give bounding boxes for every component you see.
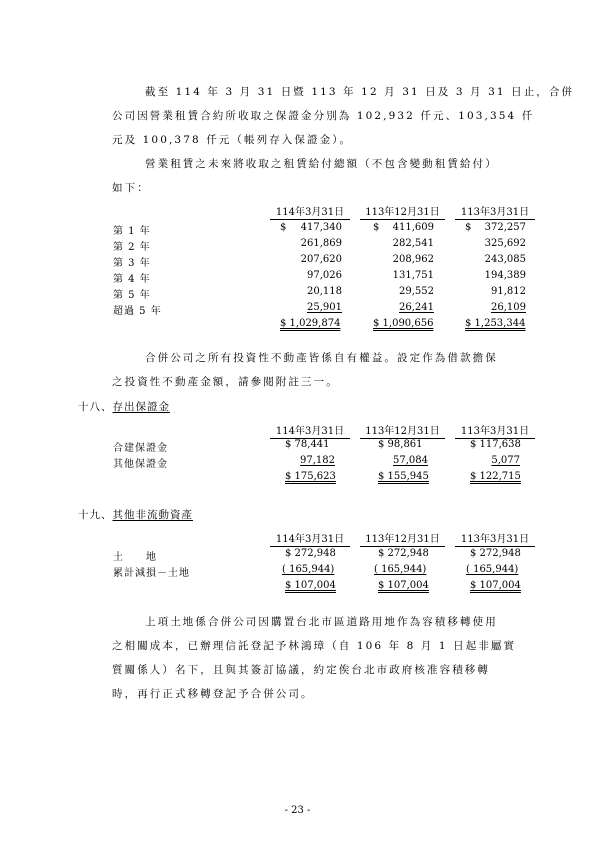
section19-cell-underlined [374, 564, 426, 575]
intro-line-5: 如下： [112, 182, 150, 194]
lease-row-label: 第 2 年 [113, 242, 151, 253]
section18-number: 十八、 [78, 401, 113, 413]
section18-header-col2: 113年12月31日 [360, 422, 445, 439]
section18-row-label: 合建保證金 [113, 443, 168, 454]
lease-cell: 282,541 [392, 238, 434, 249]
section19-header-col2: 113年12月31日 [360, 530, 445, 547]
lease-cell: 372,257 [484, 222, 526, 233]
intro-line-2: 公司因營業租賃合約所收取之保證金分別為 102,932 仟元、103,354 仟 [112, 110, 535, 122]
section18-cell: $ 78,441 [285, 439, 330, 450]
section19-number: 十九、 [78, 509, 113, 521]
lease-row-label: 第 5 年 [113, 290, 151, 301]
lease-total-value: $ 1,029,874 [280, 318, 341, 329]
lease-cell: 208,962 [392, 254, 434, 265]
section19-cell: $ 272,948 [470, 548, 521, 559]
lease-header-col2: 113年12月31日 [360, 203, 445, 220]
section19-heading [78, 507, 193, 522]
intro-line-3: 元及 100,378 仟元（帳列存入保證金）。 [112, 134, 353, 146]
currency-symbol: $ [280, 222, 287, 233]
lease-cell: 29,552 [399, 286, 434, 297]
section18-header-col1: 114年3月31日 [270, 422, 350, 439]
land-note-line-3: 質關係人）名下，且與其簽訂協議，約定俟台北市政府核准容積移轉 [112, 664, 490, 676]
section18-cell: $ 98,861 [378, 439, 423, 450]
lease-cell: 91,812 [491, 286, 526, 297]
lease-total-value: $ 1,253,344 [465, 318, 526, 329]
section18-cell-underlined [470, 455, 520, 466]
lease-cell-value: 26,241 [399, 302, 434, 313]
section18-heading [78, 399, 170, 414]
section19-total-value: $ 107,004 [285, 580, 336, 591]
lease-cell: 417,340 [300, 222, 342, 233]
section19-total [285, 580, 336, 591]
section19-row-label: 累計減損－土地 [113, 568, 190, 579]
section19-row-label: 土 地 [113, 552, 157, 563]
section18-total [470, 471, 521, 482]
section18-cell-value: 97,182 [300, 455, 335, 466]
lease-cell: 261,869 [300, 238, 342, 249]
lease-cell-underlined [465, 302, 526, 313]
lease-cell: 207,620 [300, 254, 342, 265]
section19-title: 其他非流動資產 [112, 509, 193, 521]
land-note-line-2: 之相關成本，已辦理信託登記予林鴻璋（自 106 年 8 月 1 日起非屬實 [112, 640, 517, 652]
intro-line-4: 營業租賃之未來將收取之租賃給付總額（不包含變動租賃給付） [145, 158, 498, 170]
section19-cell: $ 272,948 [378, 548, 429, 559]
section18-cell-underlined [378, 455, 428, 466]
section18-cell-value: 57,084 [393, 455, 428, 466]
page-number: - 23 - [284, 805, 311, 816]
section19-cell-value: ( 165,944) [282, 564, 335, 575]
land-note-line-1: 上項土地係合併公司因購置台北市區道路用地作為容積移轉使用 [145, 616, 498, 628]
lease-total [373, 318, 434, 329]
land-note-line-4: 時，再行正式移轉登記予合併公司。 [112, 688, 314, 700]
section18-header-col3: 113年3月31日 [455, 422, 535, 439]
section18-cell-underlined [285, 455, 335, 466]
section19-total [378, 580, 429, 591]
section18-cell: $ 117,638 [470, 439, 521, 450]
currency-symbol: $ [465, 222, 472, 233]
investment-note-line-1: 合併公司之所有投資性不動產皆係自有權益。設定作為借款擔保 [145, 352, 498, 364]
section18-total-value: $ 122,715 [470, 471, 521, 482]
lease-row-label: 超過 5 年 [113, 306, 162, 317]
intro-line-1: 截至 114 年 3 月 31 日暨 113 年 12 月 31 日及 3 月 31 日止，合併 [145, 86, 575, 98]
section19-total [470, 580, 521, 591]
lease-total [465, 318, 526, 329]
lease-row-label: 第 4 年 [113, 274, 151, 285]
section19-total-value: $ 107,004 [470, 580, 521, 591]
section19-header-col3: 113年3月31日 [455, 530, 535, 547]
section18-total-value: $ 175,623 [285, 471, 336, 482]
lease-cell-value: 25,901 [307, 302, 342, 313]
lease-row-label: 第 1 年 [113, 226, 151, 237]
lease-header-col3: 113年3月31日 [455, 203, 535, 220]
section18-cell-value: 5,077 [491, 455, 520, 466]
section19-cell: $ 272,948 [285, 548, 336, 559]
lease-cell: 243,085 [484, 254, 526, 265]
currency-symbol: $ [373, 222, 380, 233]
lease-cell: 20,118 [307, 286, 342, 297]
lease-cell: 325,692 [484, 238, 526, 249]
lease-cell-underlined [280, 302, 342, 313]
section19-total-value: $ 107,004 [378, 580, 429, 591]
lease-total [280, 318, 342, 329]
section18-row-label: 其他保證金 [113, 459, 168, 470]
lease-header-col1: 114年3月31日 [270, 203, 350, 220]
lease-cell: 411,609 [392, 222, 434, 233]
section19-header-col1: 114年3月31日 [270, 530, 350, 547]
lease-cell-value: 26,109 [491, 302, 526, 313]
section19-cell-value: ( 165,944) [374, 564, 427, 575]
lease-row-label: 第 3 年 [113, 258, 151, 269]
lease-cell-underlined [373, 302, 434, 313]
section18-total-value: $ 155,945 [378, 471, 429, 482]
investment-note-line-2: 之投資性不動產金額，請參閱附註三一。 [112, 376, 339, 388]
lease-cell: 97,026 [307, 270, 342, 281]
section18-total [378, 471, 429, 482]
lease-cell: 194,389 [484, 270, 526, 281]
section18-total [285, 471, 336, 482]
section19-cell-value: ( 165,944) [466, 564, 519, 575]
section19-cell-underlined [282, 564, 334, 575]
section19-cell-underlined [466, 564, 518, 575]
lease-total-value: $ 1,090,656 [373, 318, 434, 329]
section18-title: 存出保證金 [112, 401, 170, 413]
lease-cell: 131,751 [392, 270, 434, 281]
